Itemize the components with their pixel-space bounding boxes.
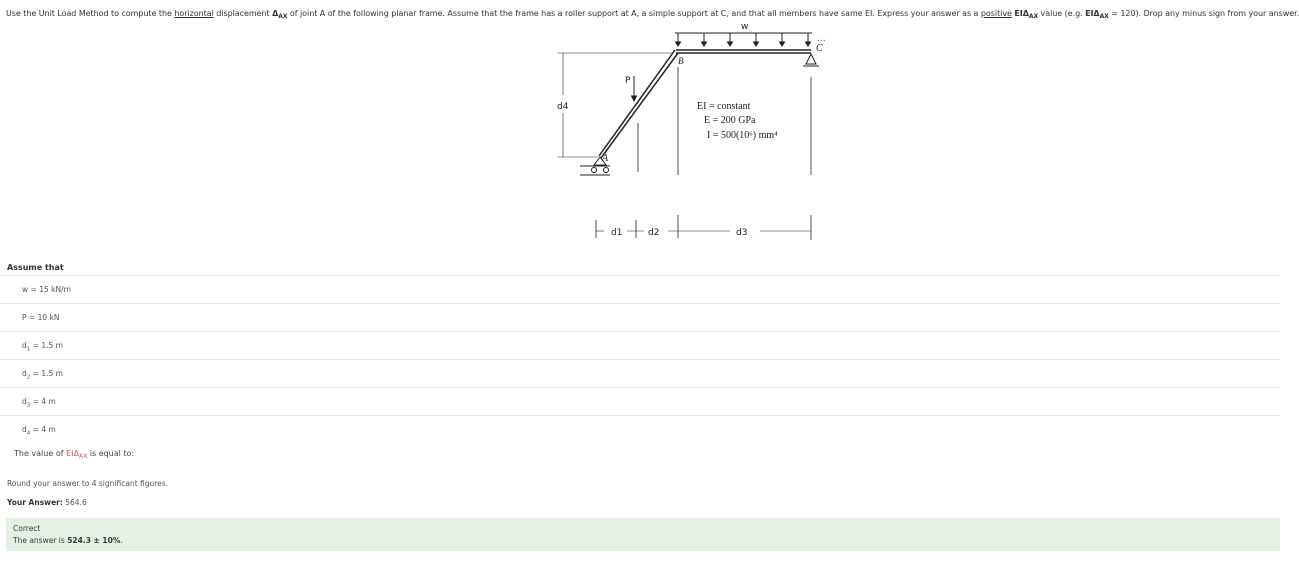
round-note: Round your answer to 4 significant figures. <box>7 479 169 488</box>
delta-subscript: AX <box>278 13 288 20</box>
label-d1: d1 <box>611 228 623 238</box>
pin-support-c <box>806 54 816 64</box>
variables-list <box>0 275 1280 443</box>
label-b: B <box>678 56 684 66</box>
question-part: of joint A of the following planar frame. Assume that the frame has a roller support at A, a simple support at C, and that all members have same EI. Express your answer as a <box>287 9 981 18</box>
result-box <box>6 518 1280 551</box>
variable-row: $d_2 = 1.5$ m <box>0 359 1280 387</box>
ask-prefix: The value of <box>14 449 67 458</box>
correct-answer-value: 524.3 ± 10% <box>67 536 121 545</box>
ei-delta-subscript: AX <box>1028 13 1039 20</box>
ask-symbol: $EI\Delta_{AX}$ <box>66 449 88 460</box>
delta-symbol: Δ <box>272 9 279 18</box>
ei-delta-label: EIΔ <box>1014 9 1029 18</box>
result-answer: The answer is 524.3 ± 10%. <box>13 536 123 545</box>
label-d2: d2 <box>648 228 660 238</box>
positive-link[interactable]: positive <box>980 9 1012 18</box>
variable-row: $d_3 = 4$ m <box>0 387 1280 415</box>
variable-row: w = 15 kN/m <box>0 275 1280 303</box>
member-ab-lower <box>601 53 678 158</box>
roller-wheel <box>592 168 597 173</box>
assume-heading: Assume that <box>7 263 64 272</box>
variable-row: $d_4 = 4$ m <box>0 415 1280 443</box>
your-answer-value: 564.6 <box>62 498 87 507</box>
example-subscript: AX <box>1099 13 1109 20</box>
member-ab <box>599 50 675 156</box>
label-a: A <box>602 153 609 164</box>
your-answer <box>7 498 87 507</box>
roller-wheel <box>604 168 609 173</box>
variable-row: $d_1 = 1.5$ m <box>0 331 1280 359</box>
property-ei: EI = constant <box>697 101 751 112</box>
question-part: value (e.g. <box>1038 9 1086 18</box>
load-p-arrowhead <box>632 96 637 101</box>
label-d4: d4 <box>557 102 569 112</box>
your-answer-label: Your Answer: <box>7 498 63 507</box>
overflow-dots: ... <box>817 34 826 44</box>
result-status: Correct <box>13 524 41 533</box>
ask-suffix: is equal to: <box>87 449 135 458</box>
question-part: displacement <box>213 9 273 18</box>
distributed-load-arrows <box>676 33 811 46</box>
ask-prompt <box>14 449 134 460</box>
horizontal-link[interactable]: horizontal <box>174 9 214 18</box>
label-d3: d3 <box>736 228 748 238</box>
frame-diagram <box>550 20 840 245</box>
label-p: P <box>625 76 631 86</box>
variable-row: P = 10 kN <box>0 303 1280 331</box>
property-i: I = 500(10⁶) mm⁴ <box>707 130 778 141</box>
property-e: E = 200 GPa <box>704 115 756 126</box>
example-ei-label: EIΔ <box>1085 9 1100 18</box>
label-c: C <box>816 43 823 54</box>
question-part: = 120). Drop any minus sign from your answer. <box>1108 9 1299 18</box>
question-part: Use the Unit Load Method to compute the <box>6 9 175 18</box>
label-w: w <box>741 22 749 32</box>
